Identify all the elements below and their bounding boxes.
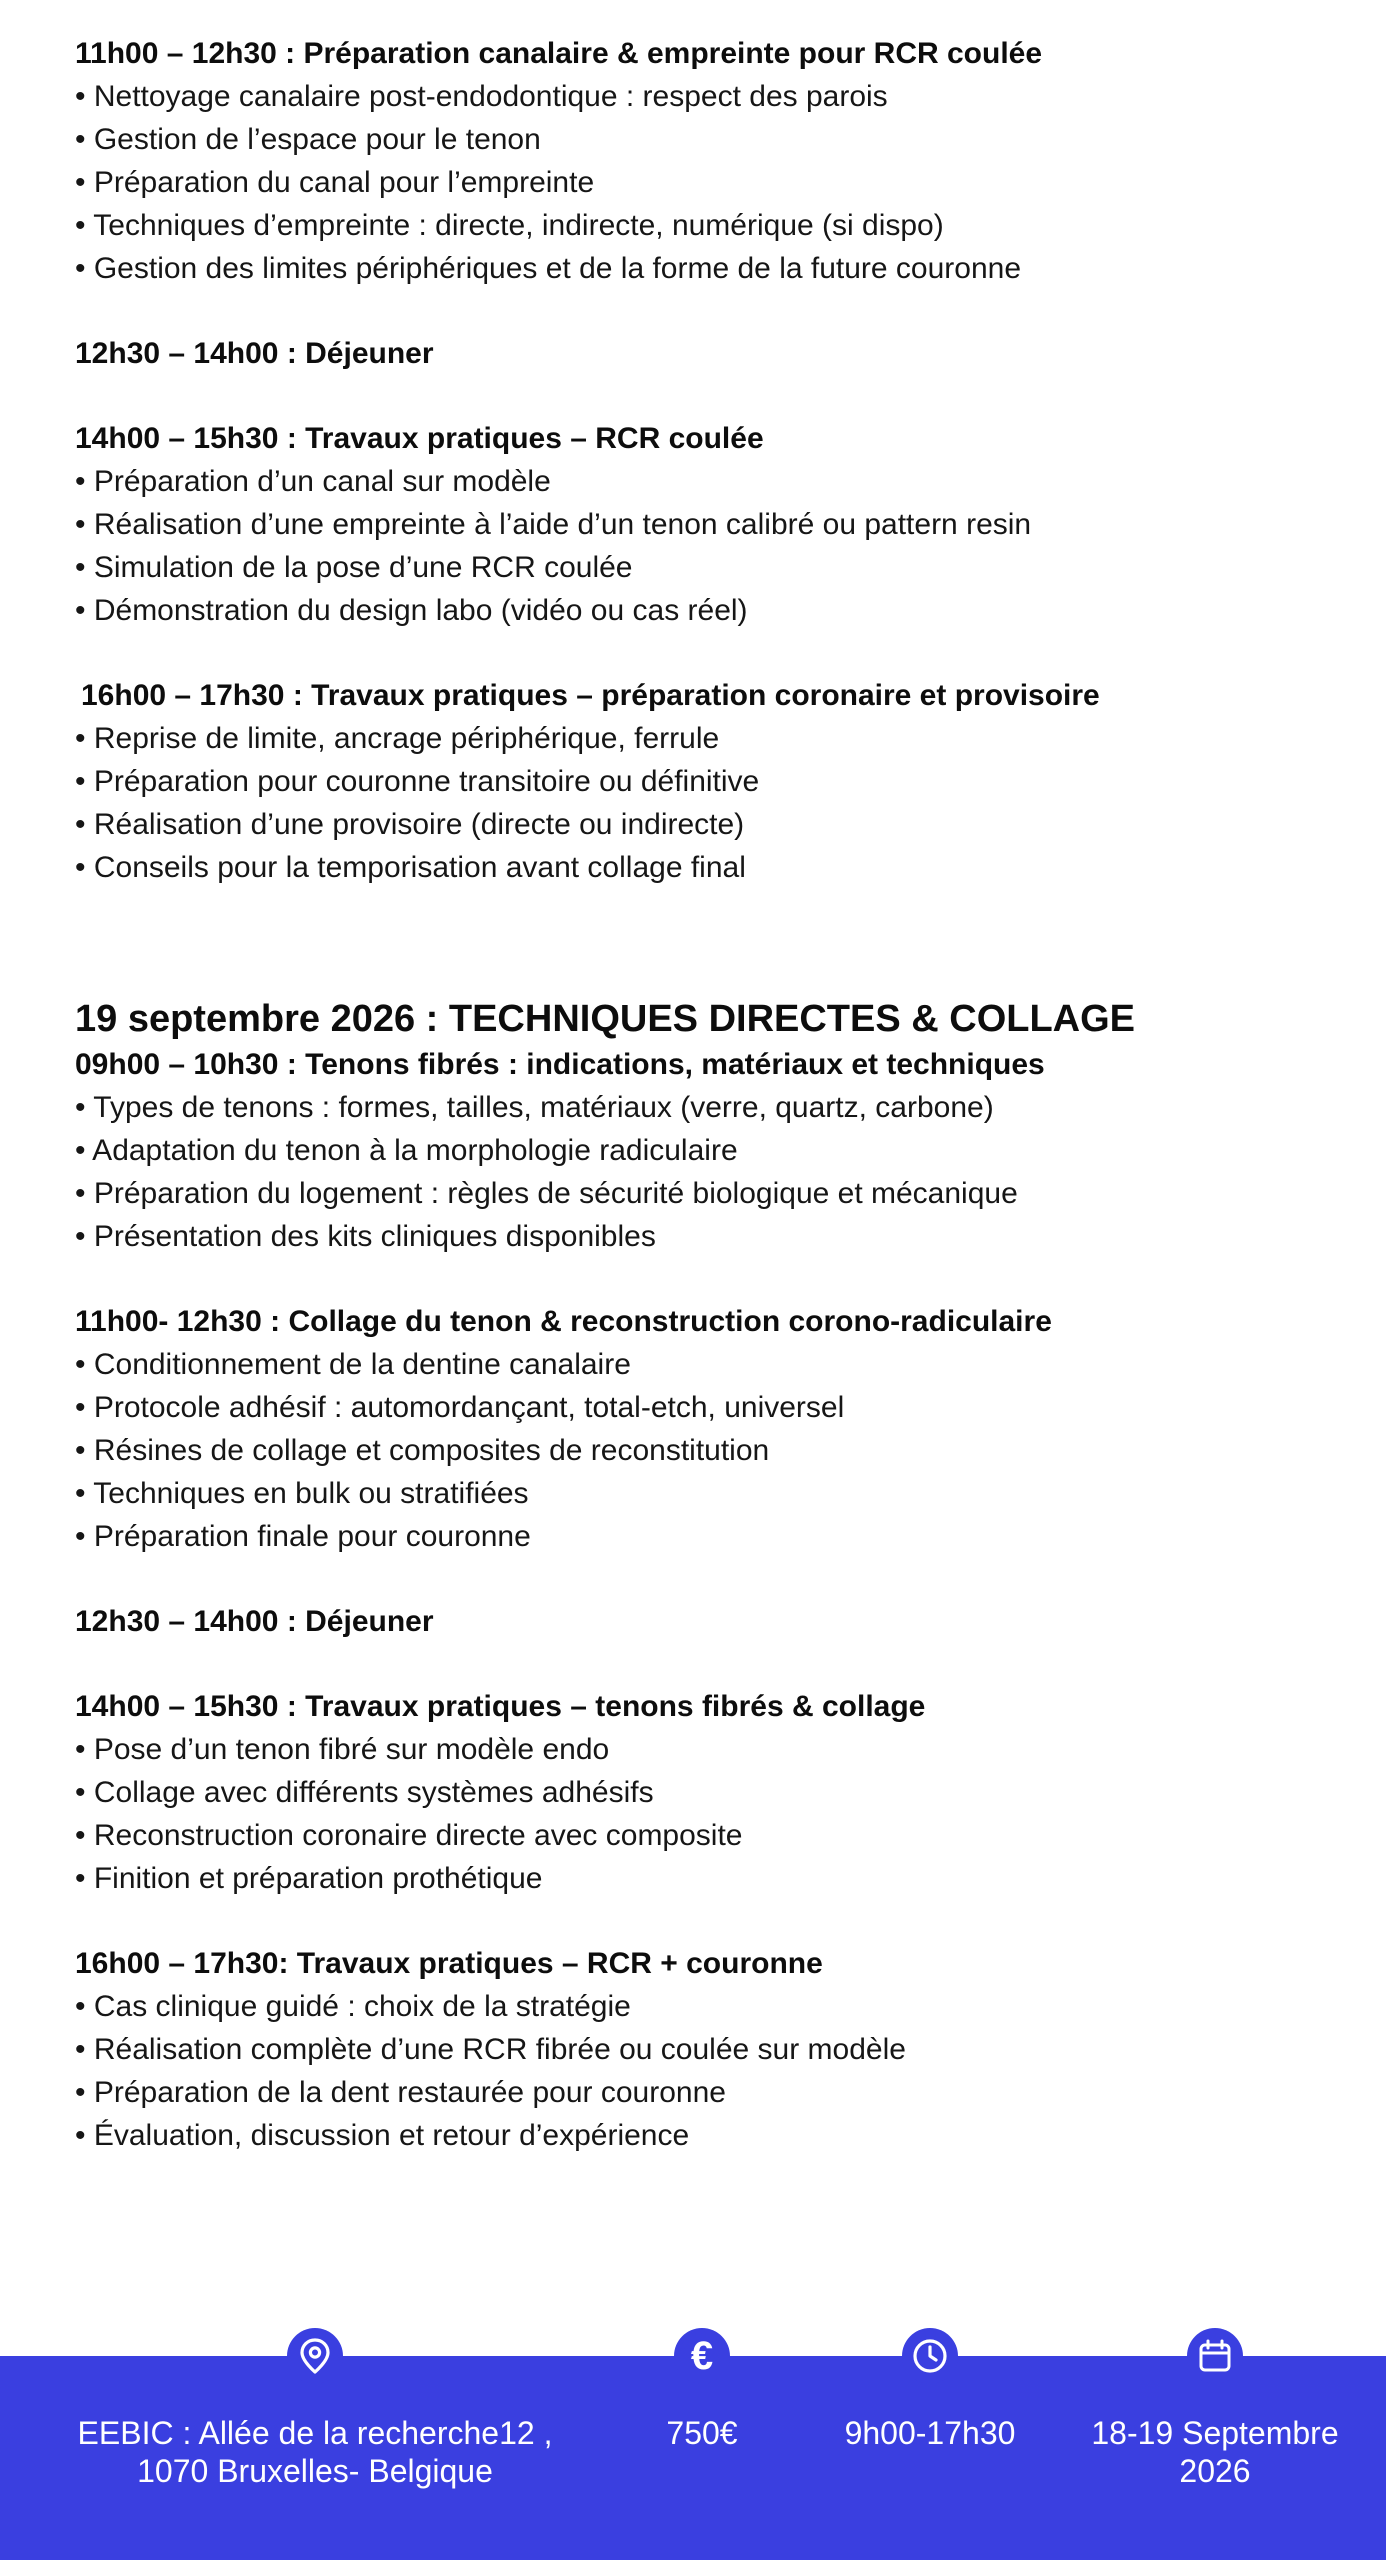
program-content [75, 32, 1315, 2157]
clock-icon [902, 2328, 958, 2384]
session-block [75, 1600, 1315, 1643]
address-line: 1070 Bruxelles- Belgique [137, 2453, 493, 2489]
list-item: • Gestion de l’espace pour le tenon [75, 123, 541, 156]
list-item: • Préparation d’un canal sur modèle [75, 465, 551, 498]
session-title: 12h30 – 14h00 : Déjeuner [75, 1605, 434, 1638]
session-block [75, 674, 1315, 889]
session-block [75, 417, 1315, 632]
day-title: 19 septembre 2026 : TECHNIQUES DIRECTES & COLLAGE [75, 998, 1136, 1040]
session-title: 11h00 – 12h30 : Préparation canalaire & empreinte pour RCR coulée [75, 37, 1043, 70]
info-footer [0, 2334, 1386, 2560]
list-item: • Cas clinique guidé : choix de la stratégie [75, 1990, 631, 2023]
list-item: • Nettoyage canalaire post-endodontique : respect des parois [75, 80, 888, 113]
list-item: • Finition et préparation prothétique [75, 1862, 543, 1895]
calendar-icon [1187, 2328, 1243, 2384]
list-item: • Gestion des limites périphériques et de la forme de la future couronne [75, 252, 1022, 285]
list-item: • Préparation finale pour couronne [75, 1520, 531, 1553]
list-item: • Protocole adhésif : automordançant, total-etch, universel [75, 1391, 845, 1424]
session-block [75, 32, 1315, 290]
session-title: 14h00 – 15h30 : Travaux pratiques – tenons fibrés & collage [75, 1690, 926, 1723]
session-block [75, 332, 1315, 375]
session-block [75, 997, 1315, 1258]
list-item: • Conditionnement de la dentine canalaire [75, 1348, 631, 1381]
session-block [75, 1942, 1315, 2157]
session-title: 12h30 – 14h00 : Déjeuner [75, 337, 434, 370]
date-text [1060, 2414, 1370, 2490]
list-item: • Préparation du logement : règles de sécurité biologique et mécanique [75, 1177, 1018, 1210]
euro-icon: € [674, 2328, 730, 2384]
list-item: • Évaluation, discussion et retour d’expérience [75, 2119, 690, 2152]
list-item: • Pose d’un tenon fibré sur modèle endo [75, 1733, 610, 1766]
hours-text: 9h00-17h30 [844, 2415, 1016, 2451]
list-item: • Réalisation d’une provisoire (directe ou indirecte) [75, 808, 745, 841]
address-text [40, 2414, 590, 2490]
session-title: 11h00- 12h30 : Collage du tenon & reconstruction corono-radiculaire [75, 1305, 1052, 1338]
price-text: 750€ [666, 2415, 738, 2451]
list-item: • Types de tenons : formes, tailles, matériaux (verre, quartz, carbone) [75, 1091, 994, 1124]
date-line: 18-19 Septembre [1091, 2415, 1339, 2451]
list-item: • Résines de collage et composites de reconstitution [75, 1434, 770, 1467]
session-title: 14h00 – 15h30 : Travaux pratiques – RCR coulée [75, 422, 764, 455]
list-item: • Reconstruction coronaire directe avec composite [75, 1819, 743, 1852]
session-block [75, 1300, 1315, 1558]
session-block [75, 1685, 1315, 1900]
date-line: 2026 [1179, 2453, 1251, 2489]
session-title: 16h00 – 17h30 : Travaux pratiques – préparation coronaire et provisoire [81, 679, 1100, 712]
list-item: • Préparation pour couronne transitoire ou définitive [75, 765, 760, 798]
location-pin-icon [287, 2328, 343, 2384]
list-item: • Techniques en bulk ou stratifiées [75, 1477, 529, 1510]
list-item: • Collage avec différents systèmes adhésifs [75, 1776, 654, 1809]
address-line: EEBIC : Allée de la recherche12 , [77, 2415, 553, 2451]
list-item: • Préparation de la dent restaurée pour couronne [75, 2076, 726, 2109]
list-item: • Présentation des kits cliniques disponibles [75, 1220, 656, 1253]
list-item: • Préparation du canal pour l’empreinte [75, 166, 595, 199]
list-item: • Conseils pour la temporisation avant collage final [75, 851, 746, 884]
session-title: 09h00 – 10h30 : Tenons fibrés : indications, matériaux et techniques [75, 1048, 1045, 1081]
list-item: • Techniques d’empreinte : directe, indirecte, numérique (si dispo) [75, 209, 944, 242]
list-item: • Adaptation du tenon à la morphologie radiculaire [75, 1134, 738, 1167]
list-item: • Simulation de la pose d’une RCR coulée [75, 551, 633, 584]
session-title: 16h00 – 17h30: Travaux pratiques – RCR + couronne [75, 1947, 823, 1980]
list-item: • Démonstration du design labo (vidéo ou cas réel) [75, 594, 748, 627]
list-item: • Réalisation d’une empreinte à l’aide d’un tenon calibré ou pattern resin [75, 508, 1032, 541]
list-item: • Reprise de limite, ancrage périphérique, ferrule [75, 722, 720, 755]
list-item: • Réalisation complète d’une RCR fibrée ou coulée sur modèle [75, 2033, 906, 2066]
